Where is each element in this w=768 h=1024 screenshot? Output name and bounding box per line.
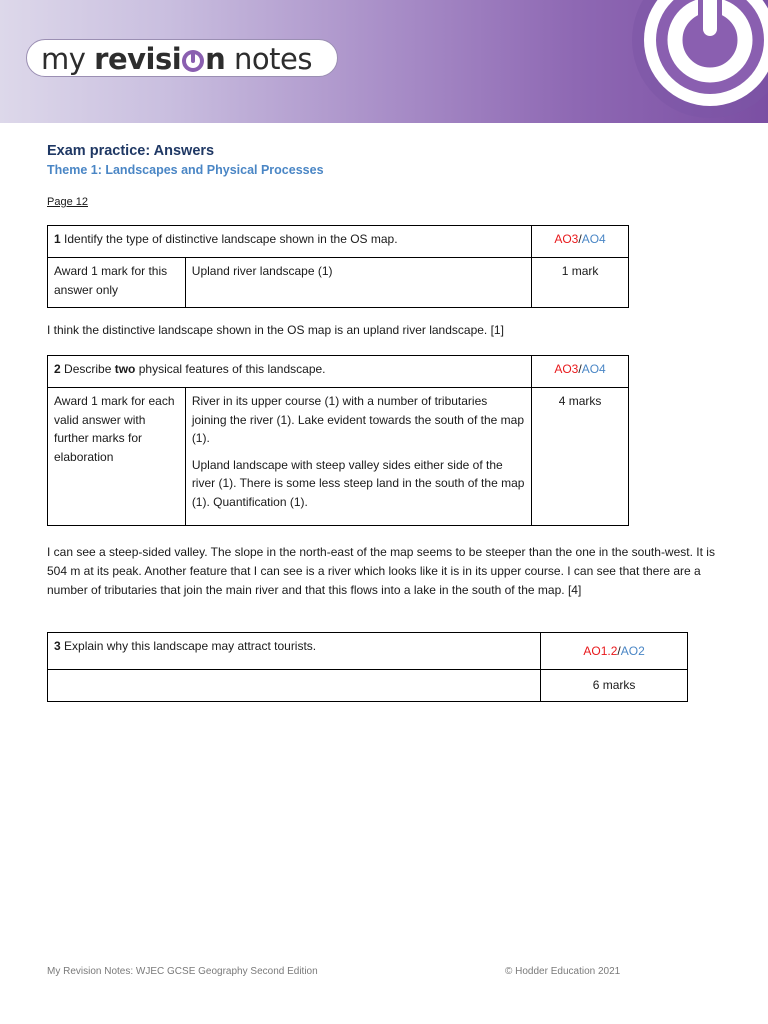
brand-logo — [26, 39, 338, 77]
logo-n: n — [205, 42, 226, 76]
page-reference: Page 12 — [47, 196, 88, 208]
question-1-table — [47, 225, 629, 308]
question-3-table — [47, 632, 688, 702]
question-2-ao: AO3/AO4 — [532, 356, 629, 388]
question-3-answer — [48, 670, 541, 702]
power-icon — [182, 50, 204, 72]
page-subtitle: Theme 1: Landscapes and Physical Processes — [47, 163, 324, 177]
logo-notes: notes — [234, 42, 312, 76]
logo-my: my — [41, 42, 86, 76]
question-1-guidance: Award 1 mark for this answer only — [48, 258, 186, 308]
question-3-ao: AO1.2/AO2 — [541, 633, 688, 670]
question-3-text: 3 Explain why this landscape may attract tourists. — [48, 633, 541, 670]
question-1-marks: 1 mark — [532, 258, 629, 308]
question-2-sample-answer: I can see a steep-sided valley. The slope in the north-east of the map seems to be steeper than the one in the south-west. It is 504 m at its peak. Another feature that I can see is a river which looks like it is in its upper course. I can see that there are a number of tributaries that join the main river and that this flows into a lake in the south of the map. [4] — [47, 545, 715, 597]
question-3-marks: 6 marks — [541, 670, 688, 702]
question-2-answer-2: Upland landscape with steep valley sides either side of the river (1). There is some less steep land in the south of the map (1). Quantification (1). — [191, 457, 525, 509]
question-2-marks: 4 marks — [532, 388, 629, 526]
question-2-table — [47, 355, 629, 526]
question-2-answer-1: River in its upper course (1) with a number of tributaries joining the river (1). Lake evident towards the south of the map (1). — [191, 394, 524, 445]
question-1-answer: Upland river landscape (1) — [185, 258, 531, 308]
brand-logo-text — [41, 41, 312, 77]
page-title: Exam practice: Answers — [47, 143, 215, 159]
question-2-text: 2 Describe two physical features of this landscape. — [48, 356, 532, 388]
footer-left: My Revision Notes: WJEC GCSE Geography Second Edition — [47, 966, 318, 977]
question-1-ao: AO3/AO4 — [532, 226, 629, 258]
question-2-guidance: Award 1 mark for each valid answer with further marks for elaboration — [48, 388, 186, 526]
logo-revisi: revisi — [94, 42, 182, 76]
power-icon — [630, 0, 768, 120]
question-1-sample-answer: I think the distinctive landscape shown in the OS map is an upland river landscape. [1] — [47, 323, 504, 337]
question-1-text: 1 Identify the type of distinctive landscape shown in the OS map. — [48, 226, 532, 258]
footer-right: © Hodder Education 2021 — [505, 966, 621, 977]
header-banner — [0, 0, 768, 123]
question-2-answer — [185, 388, 531, 526]
